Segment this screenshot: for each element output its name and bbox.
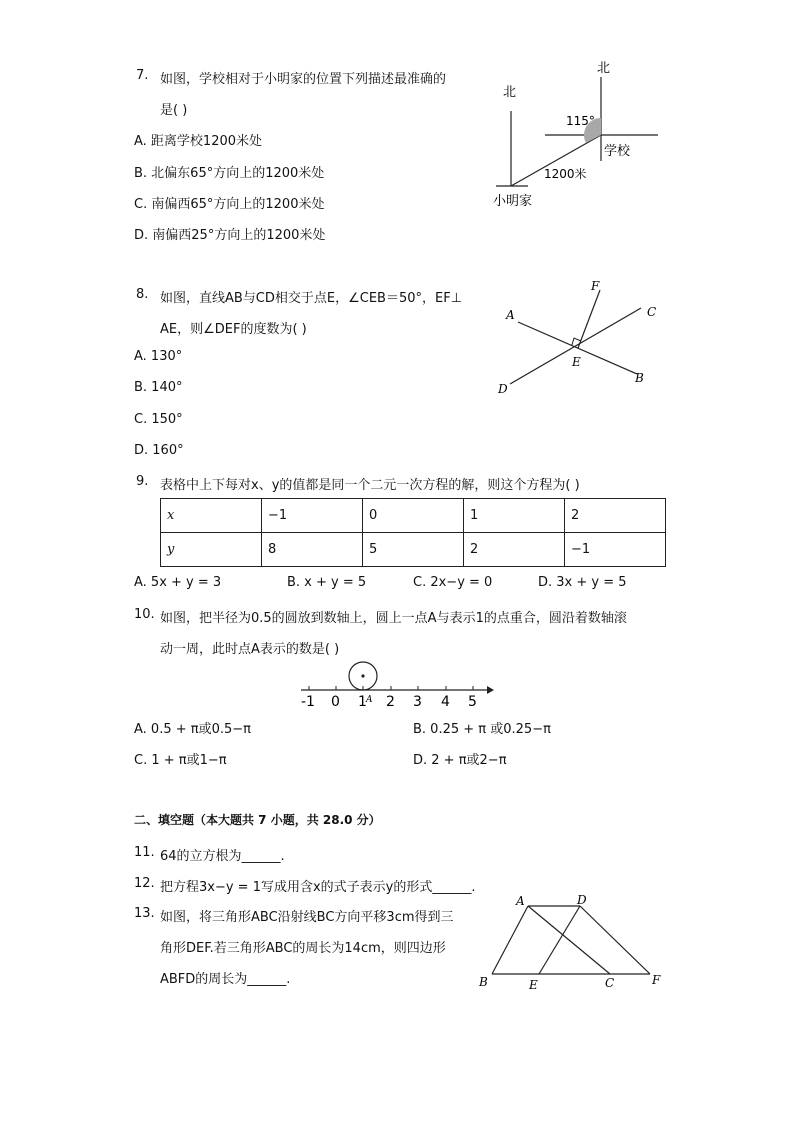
table-cell: 0 <box>363 499 464 533</box>
q8-label-e: E <box>572 355 581 369</box>
table-cell: −1 <box>565 533 666 567</box>
q10-option-d: D. 2 + π或2−π <box>413 753 507 768</box>
q8-line-cd <box>510 308 641 384</box>
q13-figure <box>472 890 672 995</box>
q10-axis-label: 3 <box>413 694 422 710</box>
q10-number-line <box>295 658 495 710</box>
table-cell: y <box>161 533 262 567</box>
q9-table <box>160 498 666 567</box>
q8-label-a: A <box>506 308 515 322</box>
q8-stem-cont: AE，则∠DEF的度数为( ) <box>160 322 307 337</box>
q10-point-a-label: A <box>366 695 373 705</box>
q8-ray-ef <box>578 290 600 348</box>
q13-line1: 如图，将三角形ABC沿射线BC方向平移3cm得到三 <box>160 910 454 925</box>
q13-label-d: D <box>577 893 587 907</box>
q9-number: 9. <box>136 474 149 489</box>
q13-line3: ABFD的周长为______. <box>160 972 291 987</box>
q9-option-d: D. 3x + y = 5 <box>538 575 627 590</box>
q7-stem-cont: 是( ) <box>160 103 188 118</box>
q8-label-d: D <box>498 382 508 396</box>
q13-label-f: F <box>652 973 661 987</box>
q10-axis-label: 2 <box>386 694 395 710</box>
q9-option-b: B. x + y = 5 <box>287 575 367 590</box>
q11-number: 11. <box>134 845 155 860</box>
q8-number: 8. <box>136 287 149 302</box>
table-cell: 5 <box>363 533 464 567</box>
q8-figure <box>490 272 670 402</box>
table-cell: 8 <box>262 533 363 567</box>
table-cell: 2 <box>464 533 565 567</box>
q9-option-c: C. 2x−y = 0 <box>413 575 493 590</box>
table-cell: −1 <box>262 499 363 533</box>
q11-text: 64的立方根为______. <box>160 849 285 864</box>
q9-stem: 表格中上下每对x、y的值都是同一个二元一次方程的解，则这个方程为( ) <box>160 478 580 493</box>
q12-text: 把方程3x−y = 1写成用含x的式子表示y的形式______. <box>160 880 476 895</box>
q7-option-c: C. 南偏西65°方向上的1200米处 <box>134 197 325 212</box>
q13-number: 13. <box>134 906 155 921</box>
q10-option-b: B. 0.25 + π 或0.25−π <box>413 722 551 737</box>
q7-label-home: 小明家 <box>493 194 533 209</box>
q10-option-c: C. 1 + π或1−π <box>134 753 227 768</box>
q10-axis-label: -1 <box>301 694 315 710</box>
q10-axis-label: 0 <box>331 694 340 710</box>
q8-option-b: B. 140° <box>134 380 183 395</box>
q13-segment-df <box>580 906 650 974</box>
q9-option-a: A. 5x + y = 3 <box>134 575 222 590</box>
q8-label-b: B <box>635 371 644 385</box>
q10-axis-label: 4 <box>441 694 450 710</box>
q10-stem: 如图，把半径为0.5的圆放到数轴上，圆上一点A与表示1的点重合，圆沿着数轴滚 <box>160 611 627 626</box>
q10-axis-arrow <box>487 686 494 694</box>
q13-label-e: E <box>529 978 538 992</box>
table-row <box>161 533 666 567</box>
q7-option-d: D. 南偏西25°方向上的1200米处 <box>134 228 326 243</box>
q13-line2: 角形DEF.若三角形ABC的周长为14cm，则四边形 <box>160 941 446 956</box>
q8-option-a: A. 130° <box>134 349 183 364</box>
q8-label-c: C <box>647 305 657 319</box>
q13-label-c: C <box>605 976 615 990</box>
q10-stem-cont: 动一周，此时点A表示的数是( ) <box>160 642 340 657</box>
q13-segment-ab <box>492 906 528 974</box>
q13-label-b: B <box>479 975 488 989</box>
q8-option-d: D. 160° <box>134 443 184 458</box>
q12-number: 12. <box>134 876 155 891</box>
q7-label-north-left: 北 <box>503 85 517 100</box>
q7-option-b: B. 北偏东65°方向上的1200米处 <box>134 166 325 181</box>
q13-segment-ac <box>528 906 610 974</box>
q7-label-distance: 1200米 <box>544 167 587 181</box>
q7-stem: 如图，学校相对于小明家的位置下列描述最准确的 <box>160 72 447 87</box>
q7-figure <box>488 55 668 210</box>
q10-circle-center <box>361 674 364 677</box>
q13-segment-de <box>539 906 580 974</box>
q7-label-north-right: 北 <box>597 61 611 76</box>
q10-axis-label: 1 <box>358 694 367 710</box>
q10-axis-label: 5 <box>468 694 477 710</box>
table-row <box>161 499 666 533</box>
q7-label-school: 学校 <box>604 144 631 159</box>
q10-number: 10. <box>134 607 155 622</box>
q8-label-f: F <box>591 279 600 293</box>
table-cell: x <box>161 499 262 533</box>
q8-stem: 如图，直线AB与CD相交于点E，∠CEB＝50°，EF⊥ <box>160 291 463 306</box>
q7-label-angle: 115° <box>566 114 595 128</box>
q13-label-a: A <box>516 894 525 908</box>
q10-option-a: A. 0.5 + π或0.5−π <box>134 722 251 737</box>
q7-option-a: A. 距离学校1200米处 <box>134 134 263 149</box>
table-cell: 1 <box>464 499 565 533</box>
table-cell: 2 <box>565 499 666 533</box>
q7-number: 7. <box>136 68 149 83</box>
section-title: 二、填空题（本大题共 7 小题，共 28.0 分） <box>134 813 381 827</box>
q8-option-c: C. 150° <box>134 412 183 427</box>
